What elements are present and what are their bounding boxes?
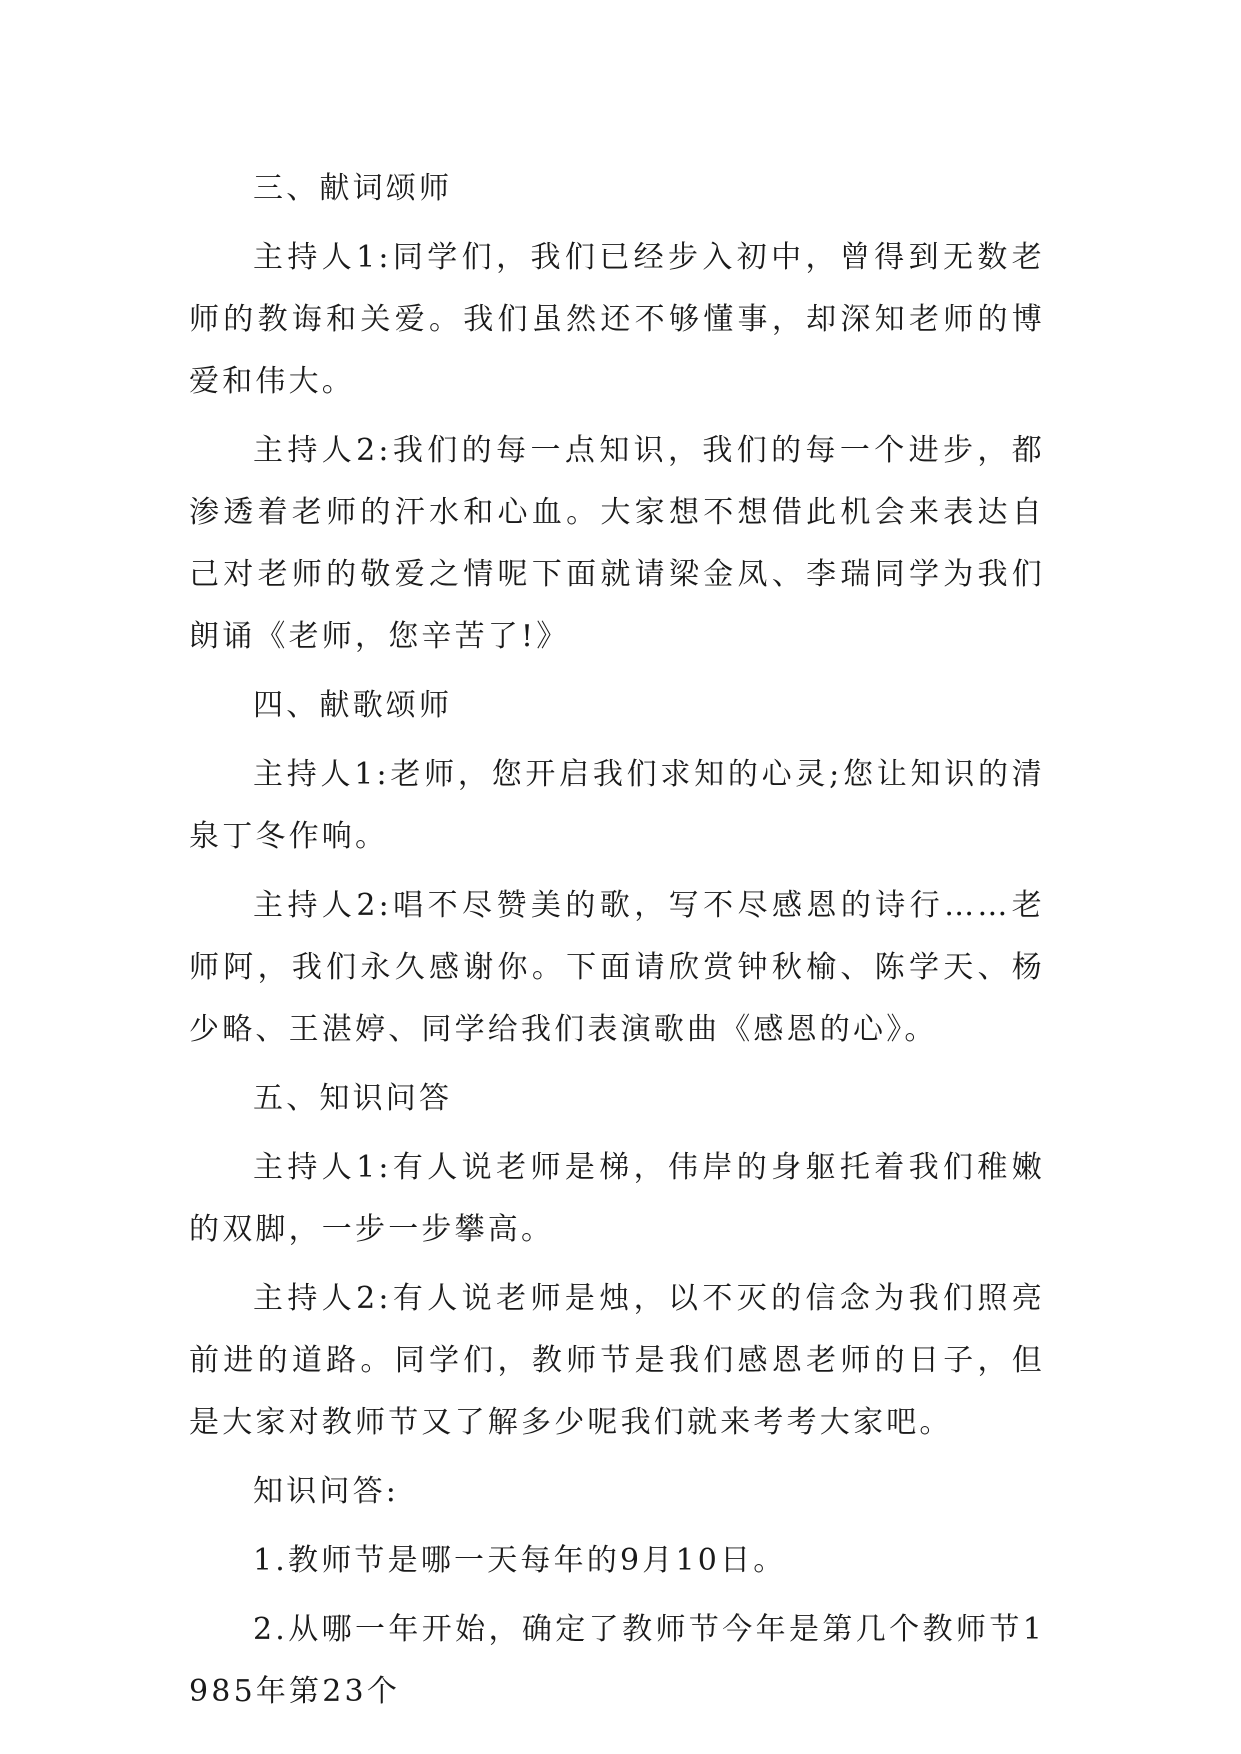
host2-paragraph: 主持人2:我们的每一点知识，我们的每一个进步，都渗透着老师的汗水和心血。大家想不想借此机会来表达自己对老师的敬爱之情呢下面就请梁金凤、李瑞同学为我们朗诵《老师，您辛苦了!》: [189, 433, 1045, 654]
host2-paragraph: 主持人2:唱不尽赞美的歌，写不尽感恩的诗行……老师阿，我们永久感谢你。下面请欣赏钟秋榆、陈学天、杨少略、王湛婷、同学给我们表演歌曲《感恩的心》。: [189, 888, 1045, 1047]
host2-paragraph: 主持人2:有人说老师是烛，以不灭的信念为我们照亮前进的道路。同学们，教师节是我们感恩老师的日子，但是大家对教师节又了解多少呢我们就来考考大家吧。: [189, 1281, 1045, 1440]
host1-paragraph: 主持人1:老师，您开启我们求知的心灵;您让知识的清泉丁冬作响。: [189, 757, 1045, 854]
host1-paragraph: 主持人1:有人说老师是梯，伟岸的身躯托着我们稚嫩的双脚，一步一步攀高。: [189, 1150, 1045, 1247]
quiz-question: 1.教师节是哪一天每年的9月10日。: [253, 1543, 787, 1578]
section-heading-song: 四、献歌颂师: [253, 688, 453, 723]
quiz-label: 知识问答:: [253, 1474, 400, 1509]
quiz-question: 2.从哪一年开始，确定了教师节今年是第几个教师节1985年第23个: [189, 1612, 1045, 1709]
section-heading-quiz: 五、知识问答: [253, 1081, 453, 1116]
document-page: [189, 158, 1045, 1730]
host1-paragraph: 主持人1:同学们，我们已经步入初中，曾得到无数老师的教诲和关爱。我们虽然还不够懂事，却深知老师的博爱和伟大。: [189, 240, 1045, 399]
section-heading-dedication: 三、献词颂师: [253, 171, 453, 206]
